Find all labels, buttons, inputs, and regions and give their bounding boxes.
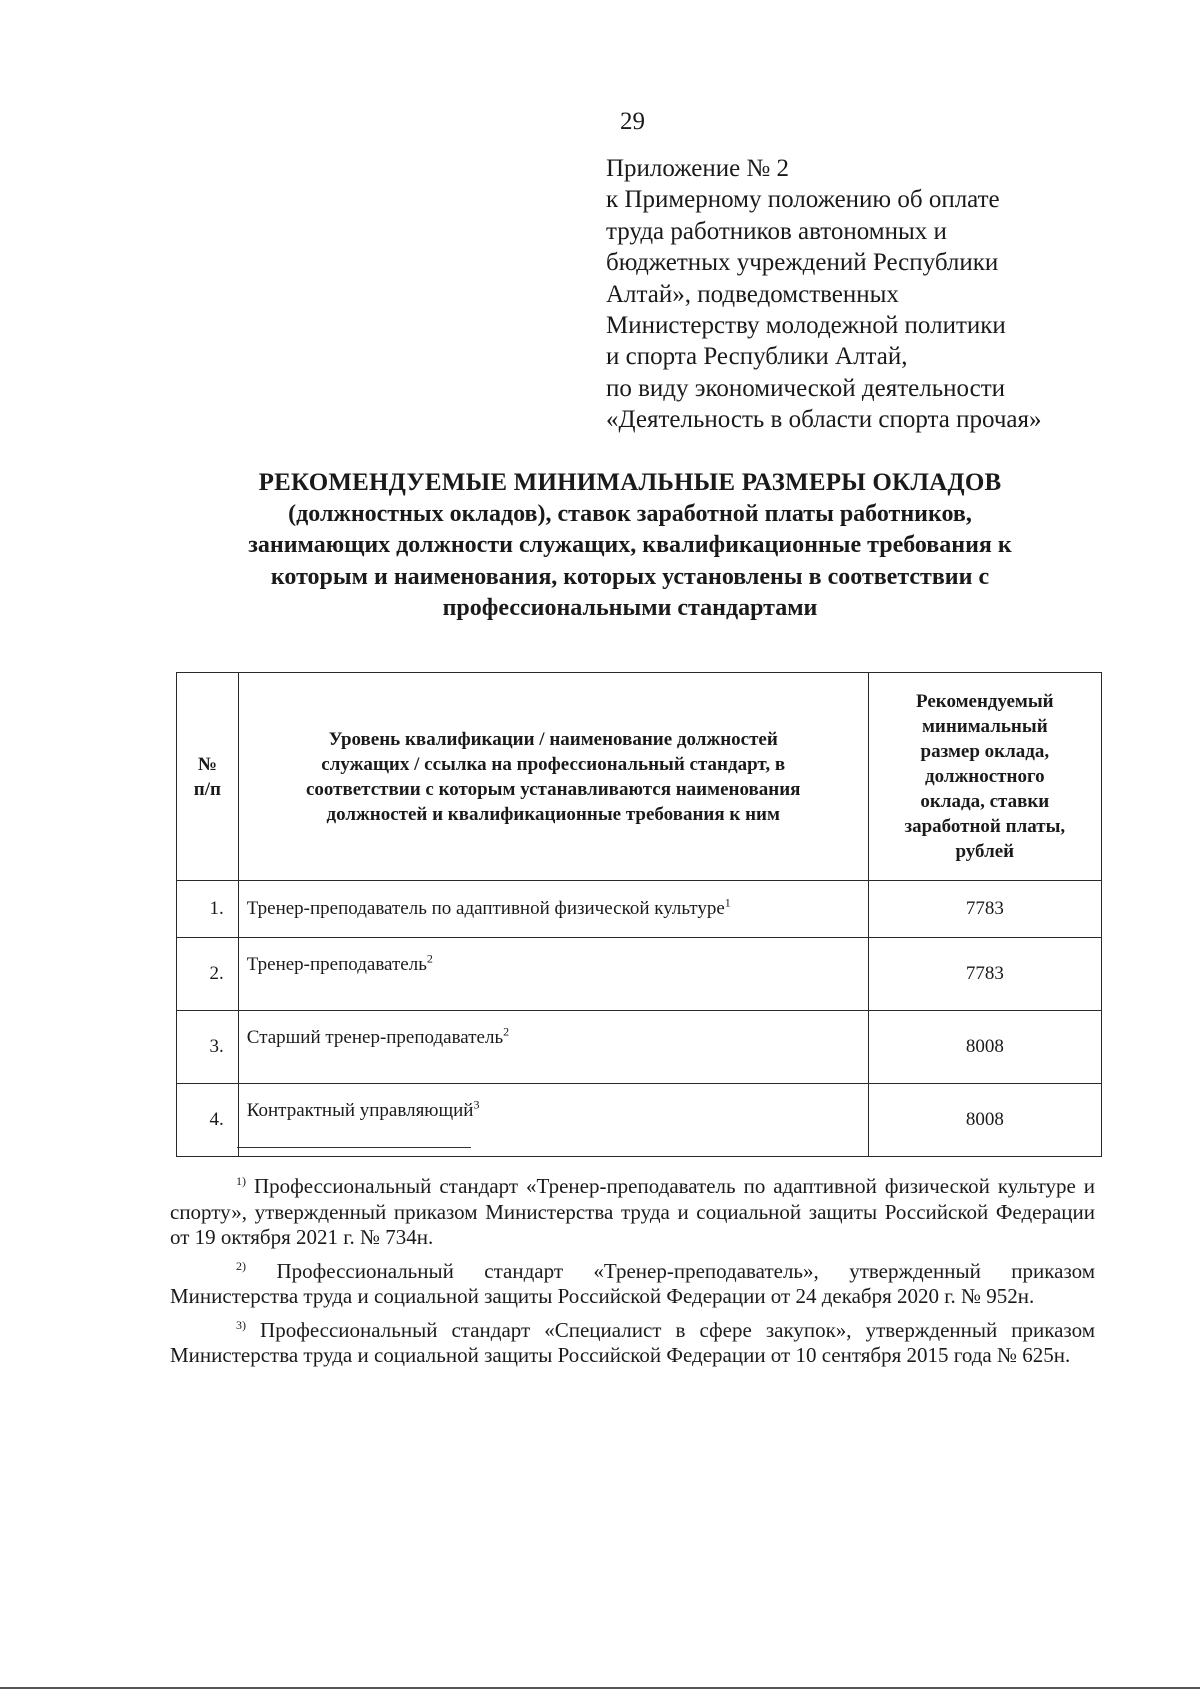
header-num: [177, 673, 239, 881]
appendix-line: Приложение № 2: [606, 155, 790, 182]
row-salary: 8008: [868, 1084, 1101, 1157]
appendix-line: к Примерному положению об оплате: [606, 186, 1000, 214]
title-line: которым и наименования, которых установлены в соответствии с: [270, 563, 990, 590]
position-name: Старший тренер-преподаватель: [246, 1027, 504, 1048]
footnote-ref: 2: [426, 951, 433, 966]
title-line: (должностных окладов), ставок заработной платы работников,: [288, 500, 972, 527]
footnote-mark: 3): [236, 1317, 246, 1332]
footnote-text: Профессиональный стандарт «Тренер-преподаватель», утвержденный приказом Министерства труда и социальной защиты Российской Федерации от 24 декабря 2020 г. № 952н.: [170, 1258, 1096, 1308]
appendix-note: [606, 153, 1042, 436]
title-line: занимающих должности служащих, квалификационные требования к: [248, 532, 1012, 558]
table-row: [177, 881, 1102, 938]
row-salary: 7783: [868, 938, 1101, 1011]
header-name-line: Уровень квалификации / наименование должностей: [328, 728, 778, 750]
footnote-separator: [237, 1147, 471, 1148]
row-num: 4.: [177, 1084, 239, 1157]
scan-edge-line: [0, 1687, 1200, 1689]
row-position: [238, 938, 868, 1011]
header-name-line: служащих / ссылка на профессиональный стандарт, в: [321, 753, 786, 775]
footnote: [170, 1259, 1095, 1310]
table-header-row: [177, 673, 1102, 881]
appendix-line: «Деятельность в области спорта прочая»: [606, 406, 1042, 434]
footnote-ref: 2: [503, 1024, 510, 1039]
appendix-line: труда работников автономных и: [606, 217, 947, 245]
table-row: [177, 1084, 1102, 1157]
table-row: [177, 938, 1102, 1011]
row-num: 3.: [177, 1011, 239, 1084]
appendix-line: Министерству молодежной политики: [606, 312, 1006, 340]
header-salary-line: должностного: [925, 766, 1045, 787]
row-salary: 7783: [868, 881, 1101, 938]
footnote-mark: 1): [236, 1174, 246, 1188]
row-num: 1.: [177, 881, 239, 938]
header-num-line: п/п: [193, 778, 221, 800]
title-line: профессиональными стандартами: [442, 595, 818, 621]
footnote-text: Профессиональный стандарт «Тренер-преподаватель по адаптивной физической культуре и спорту», утвержденный приказом Министерства труда и социальной защиты Российской Федерации от 19 октября 2021 г. № 734н.: [170, 1174, 1096, 1249]
footnote: [170, 1318, 1095, 1369]
row-position: [238, 1084, 868, 1157]
header-salary-line: оклада, ставки: [920, 791, 1050, 812]
appendix-line: бюджетных учреждений Республики: [606, 249, 999, 277]
row-salary: 8008: [868, 1011, 1101, 1084]
position-name: Контрактный управляющий: [246, 1100, 474, 1121]
position-name: Тренер-преподаватель по адаптивной физической культуре: [246, 898, 725, 919]
header-salary: [868, 673, 1101, 881]
header-num-line: №: [197, 753, 217, 775]
row-position: [238, 881, 868, 938]
header-salary-line: минимальный: [921, 716, 1048, 737]
footnote-ref: 3: [473, 1097, 480, 1112]
appendix-line: по виду экономической деятельности: [606, 374, 1005, 402]
document-title: [150, 467, 1110, 625]
title-main: РЕКОМЕНДУЕМЫЕ МИНИМАЛЬНЫЕ РАЗМЕРЫ ОКЛАДОВ: [258, 469, 1002, 496]
header-salary-line: рублей: [955, 841, 1015, 862]
header-salary-line: размер оклада,: [920, 741, 1050, 762]
appendix-line: Алтай», подведомственных: [606, 280, 899, 308]
table-row: [177, 1011, 1102, 1084]
position-name: Тренер-преподаватель: [246, 954, 427, 975]
header-name-line: соответствии с которым устанавливаются наименования: [305, 778, 801, 800]
header-name-line: должностей и квалификационные требования к ним: [326, 803, 780, 825]
footnote: [170, 1174, 1095, 1251]
header-salary-line: Рекомендуемый: [915, 691, 1054, 712]
row-position: [238, 1011, 868, 1084]
page-number: 29: [620, 108, 645, 135]
header-name: [238, 673, 868, 881]
salary-table: [176, 672, 1102, 1157]
row-num: 2.: [177, 938, 239, 1011]
footnote-mark: 2): [236, 1258, 246, 1273]
footnote-text: Профессиональный стандарт «Специалист в сфере закупок», утвержденный приказом Министерства труда и социальной защиты Российской Федерации от 10 сентября 2015 года № 625н.: [170, 1317, 1095, 1367]
footnotes: [170, 1174, 1095, 1377]
footnote-ref: 1: [724, 895, 731, 910]
appendix-line: и спорта Республики Алтай,: [606, 343, 908, 371]
header-salary-line: заработной платы,: [904, 816, 1066, 837]
